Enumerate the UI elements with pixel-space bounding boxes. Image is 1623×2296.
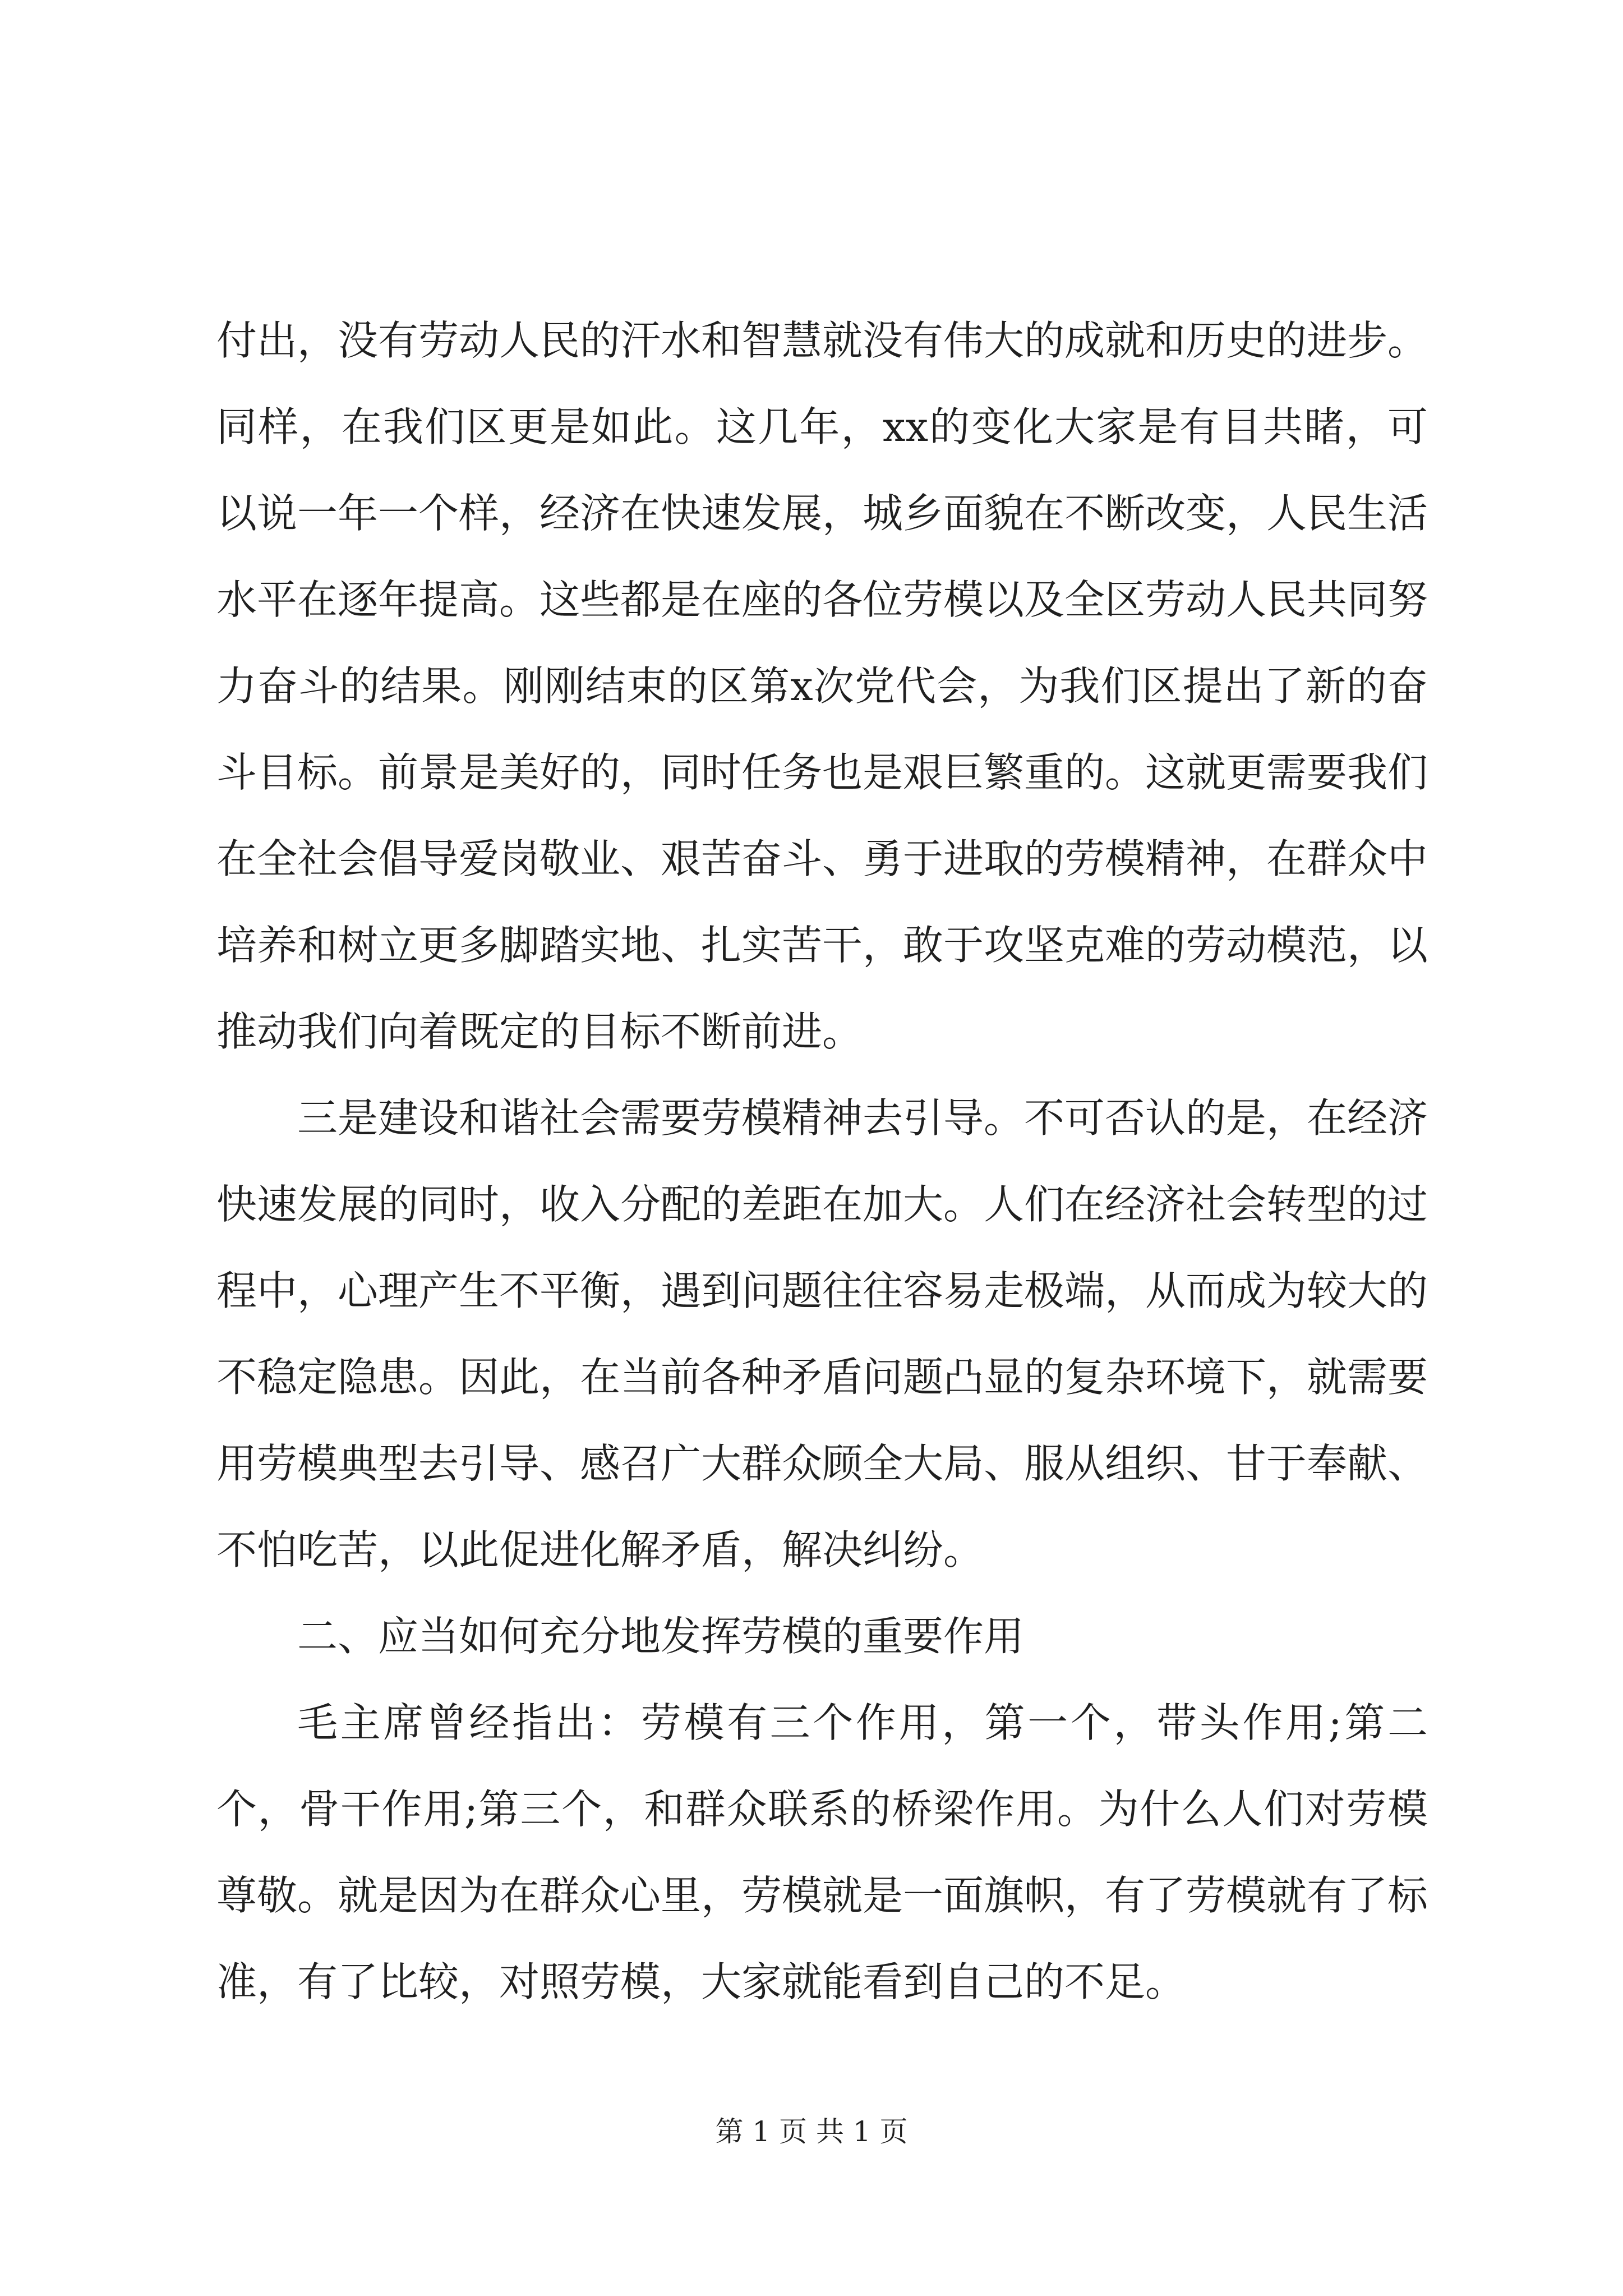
paragraph-2: 三是建设和谐社会需要劳模精神去引导。不可否认的是，在经济快速发展的同时，收入分配的差距在加大。人们在经济社会转型的过程中，心理产生不平衡，遇到问题往往容易走极端，从而成为较大的不稳定隐患。因此，在当前各种矛盾问题凸显的复杂环境下，就需要用劳模典型去引导、感召广大群众顾全大局、服从组织、甘于奉献、不怕吃苦，以此促进化解矛盾，解决纠纷。 (216, 1094, 1428, 1573)
section-heading: 二、应当如何充分地发挥劳模的重要作用 (297, 1613, 1025, 1660)
paragraph-1: 付出，没有劳动人民的汗水和智慧就没有伟大的成就和历史的进步。同样，在我们区更是如此。这几年，xx的变化大家是有目共睹，可以说一年一个样，经济在快速发展，城乡面貌在不断改变，人民生活水平在逐年提高。这些都是在座的各位劳模以及全区劳动人民共同努力奋斗的结果。刚刚结束的区第x次党代会，为我们区提出了新的奋斗目标。前景是美好的，同时任务也是艰巨繁重的。这就更需要我们在全社会倡导爱岗敬业、艰苦奋斗、勇于进取的劳模精神，在群众中培养和树立更多脚踏实地、扎实苦干，敢于攻坚克难的劳动模范，以推动我们向着既定的目标不断前进。 (216, 317, 1428, 1055)
page-footer: 第 1 页 共 1 页 (715, 2115, 908, 2148)
paragraph-3: 毛主席曾经指出：劳模有三个作用，第一个，带头作用;第二个，骨干作用;第三个，和群众联系的桥梁作用。为什么人们对劳模尊敬。就是因为在群众心里，劳模就是一面旗帜，有了劳模就有了标准，有了比较，对照劳模，大家就能看到自己的不足。 (216, 1699, 1428, 2005)
document-body (216, 297, 1428, 2025)
